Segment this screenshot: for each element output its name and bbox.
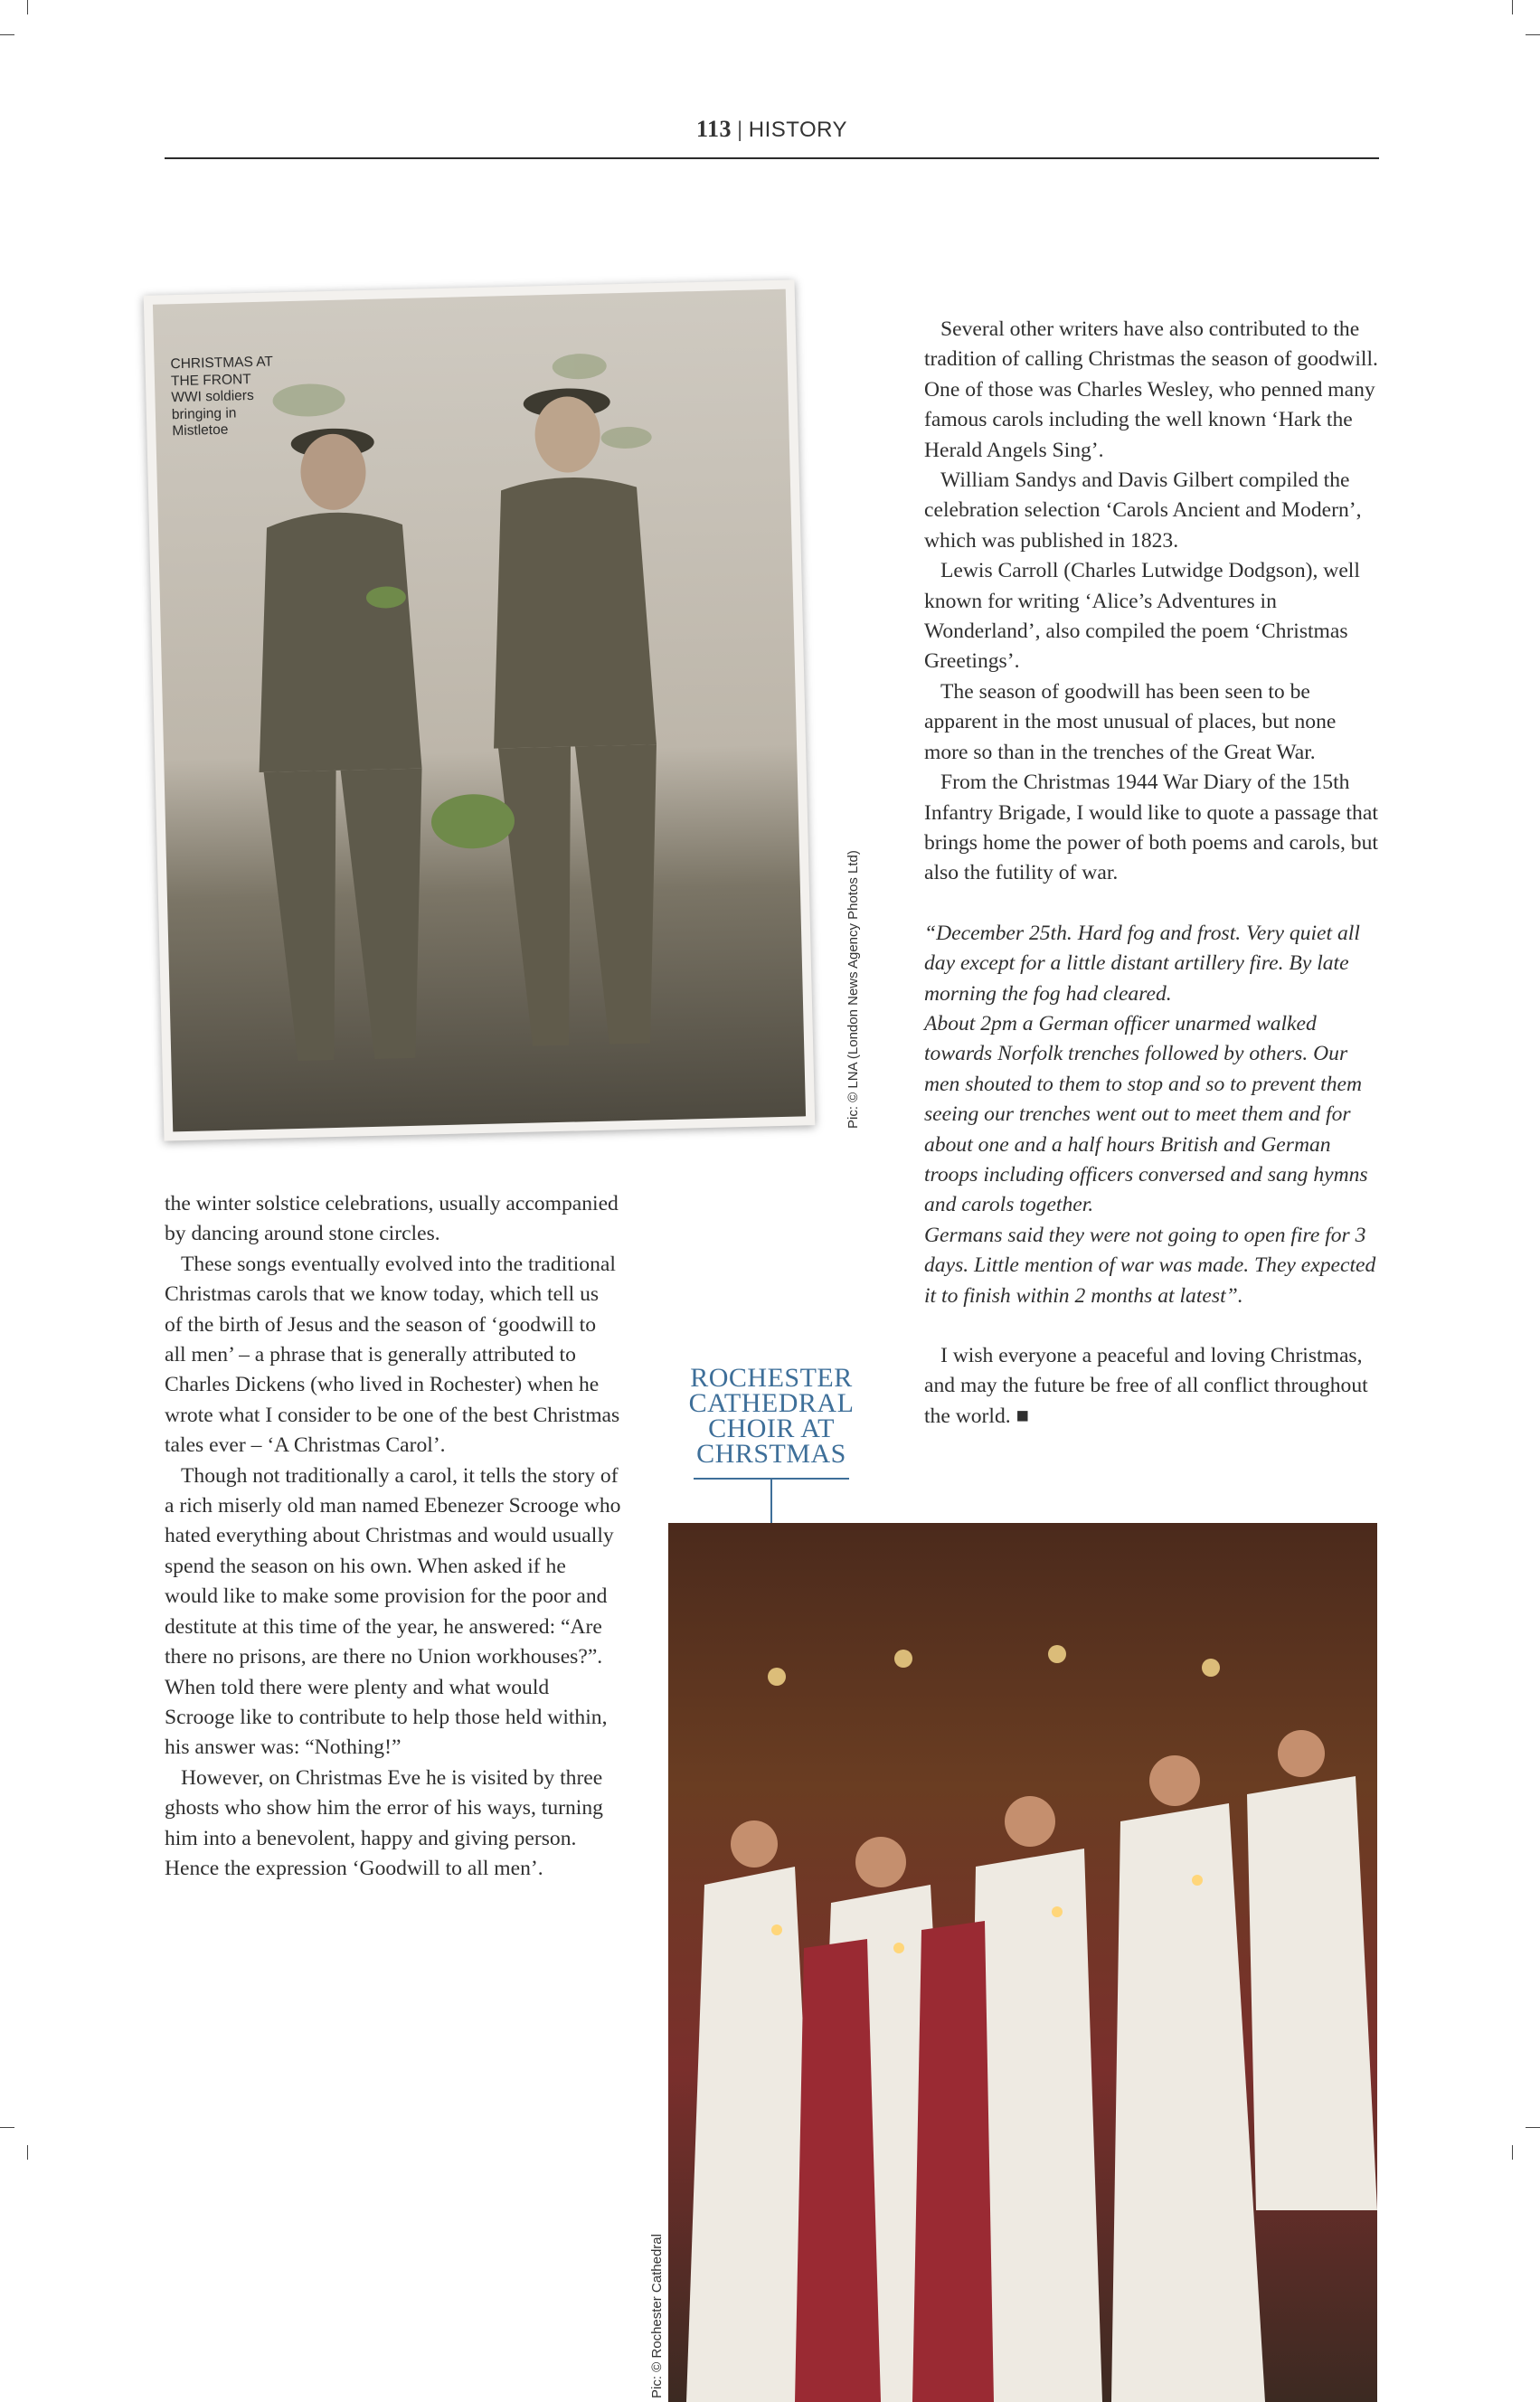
paragraph: Lewis Carroll (Charles Lutwidge Dodgson), well known for writing ‘Alice’s Adventures in Wonderland’, also compiled the poem ‘Christmas Greetings’. <box>924 559 1360 674</box>
page-number: 113 <box>695 116 732 142</box>
pull-quote-pointer <box>770 1479 772 1524</box>
crop-mark <box>1526 2127 1540 2128</box>
pull-quote-line: CHOIR AT <box>708 1414 835 1443</box>
crop-mark <box>1512 0 1513 14</box>
pull-quote-line: CATHEDRAL <box>688 1388 855 1418</box>
caption-line: bringing in <box>171 404 237 422</box>
paragraph: The season of goodwill has been seen to be apparent in the most unusual of places, but none more so than in the trenches of the Great War. <box>924 679 1337 764</box>
crop-mark <box>27 0 28 14</box>
paragraph: However, on Christmas Eve he is visited by three ghosts who show him the error of his ways, turning him into a benevolent, happy and giving person. Hence the expression ‘Goodwill to all men’. <box>165 1765 603 1880</box>
caption-line: CHRISTMAS AT <box>170 354 274 373</box>
crop-mark <box>0 34 14 35</box>
choir-illustration <box>668 1523 1377 2402</box>
pull-quote-line: ROCHESTER <box>690 1363 853 1393</box>
crop-mark <box>0 2127 14 2128</box>
paragraph: Though not traditionally a carol, it tells the story of a rich miserly old man named Ebenezer Scrooge who hated everything about Christmas and would usually spend the season on his own. When asked if he would like to make some provision for the poor and destitute at this time of the year, he answered: “Are there no prisons, are there no Union workhouses?”. When told there were plenty and what would Scrooge like to contribute to help those held within, his answer was: “Nothing!” <box>165 1463 621 1760</box>
paragraph: the winter solstice celebrations, usually accompanied by dancing around stone circles. <box>165 1192 619 1246</box>
photo-caption <box>170 354 275 440</box>
diary-quote: Germans said they were not going to open fire for 3 days. Little mention of war was made. They expected it to finish within 2 months at latest”. <box>924 1223 1376 1308</box>
end-mark: ■ <box>1016 1404 1029 1428</box>
page-header <box>165 116 1379 143</box>
closing-text: I wish everyone a peaceful and loving Christmas, and may the future be free of all conflict throughout the world. <box>924 1344 1368 1428</box>
closing-paragraph <box>924 1341 1381 1432</box>
crop-mark <box>1526 34 1540 35</box>
caption-line: Mistletoe <box>172 421 229 440</box>
paragraph: William Sandys and Davis Gilbert compiled the celebration selection ‘Carols Ancient and Modern’, which was published in 1823. <box>924 468 1362 553</box>
caption-line: THE FRONT <box>170 371 251 389</box>
crop-mark <box>27 2145 28 2160</box>
paragraph: Several other writers have also contributed to the tradition of calling Christmas the season of goodwill. One of those was Charles Wesley, who penned many famous carols including the well known ‘Hark the Herald Angels Sing’. <box>924 317 1378 462</box>
wwi-soldiers-photo <box>144 279 816 1140</box>
photo-credit-lna: Pic: © LNA (London News Agency Photos Ltd) <box>846 850 861 1129</box>
header-separator: | <box>737 118 743 142</box>
left-column <box>165 1189 621 1884</box>
diary-quote: About 2pm a German officer unarmed walked towards Norfolk trenches followed by others. Our men shouted to them to stop and so to prevent them seeing our trenches went out to meet them and for about one and a half hours British and German troops including officers conversed and sang hymns and carols together. <box>924 1011 1368 1217</box>
section-title: HISTORY <box>748 118 848 142</box>
caption-line: WWI soldiers <box>171 387 254 406</box>
diary-quote: “December 25th. Hard fog and frost. Very quiet all day except for a little distant artillery fire. By late morning the fog had cleared. <box>924 921 1360 1006</box>
photo-credit-cathedral: Pic: © Rochester Cathedral <box>649 2234 665 2398</box>
paragraph: These songs eventually evolved into the traditional Christmas carols that we know today, which tell us of the birth of Jesus and the season of ‘goodwill to all men’ – a phrase that is generally attributed to Charles Dickens (who lived in Rochester) when he wrote what I consider to be one of the best Christmas tales ever – ‘A Christmas Carol’. <box>165 1252 620 1458</box>
pull-quote <box>676 1363 866 1469</box>
photo-image <box>153 289 806 1132</box>
crop-mark <box>1512 2145 1513 2160</box>
header-rule <box>165 157 1379 159</box>
pull-quote-line: CHRSTMAS <box>696 1439 846 1469</box>
paragraph: From the Christmas 1944 War Diary of the 15th Infantry Brigade, I would like to quote a passage that brings home the power of both poems and carols, but also the futility of war. <box>924 771 1378 885</box>
choir-photo <box>668 1523 1377 2402</box>
right-column <box>924 315 1381 1432</box>
